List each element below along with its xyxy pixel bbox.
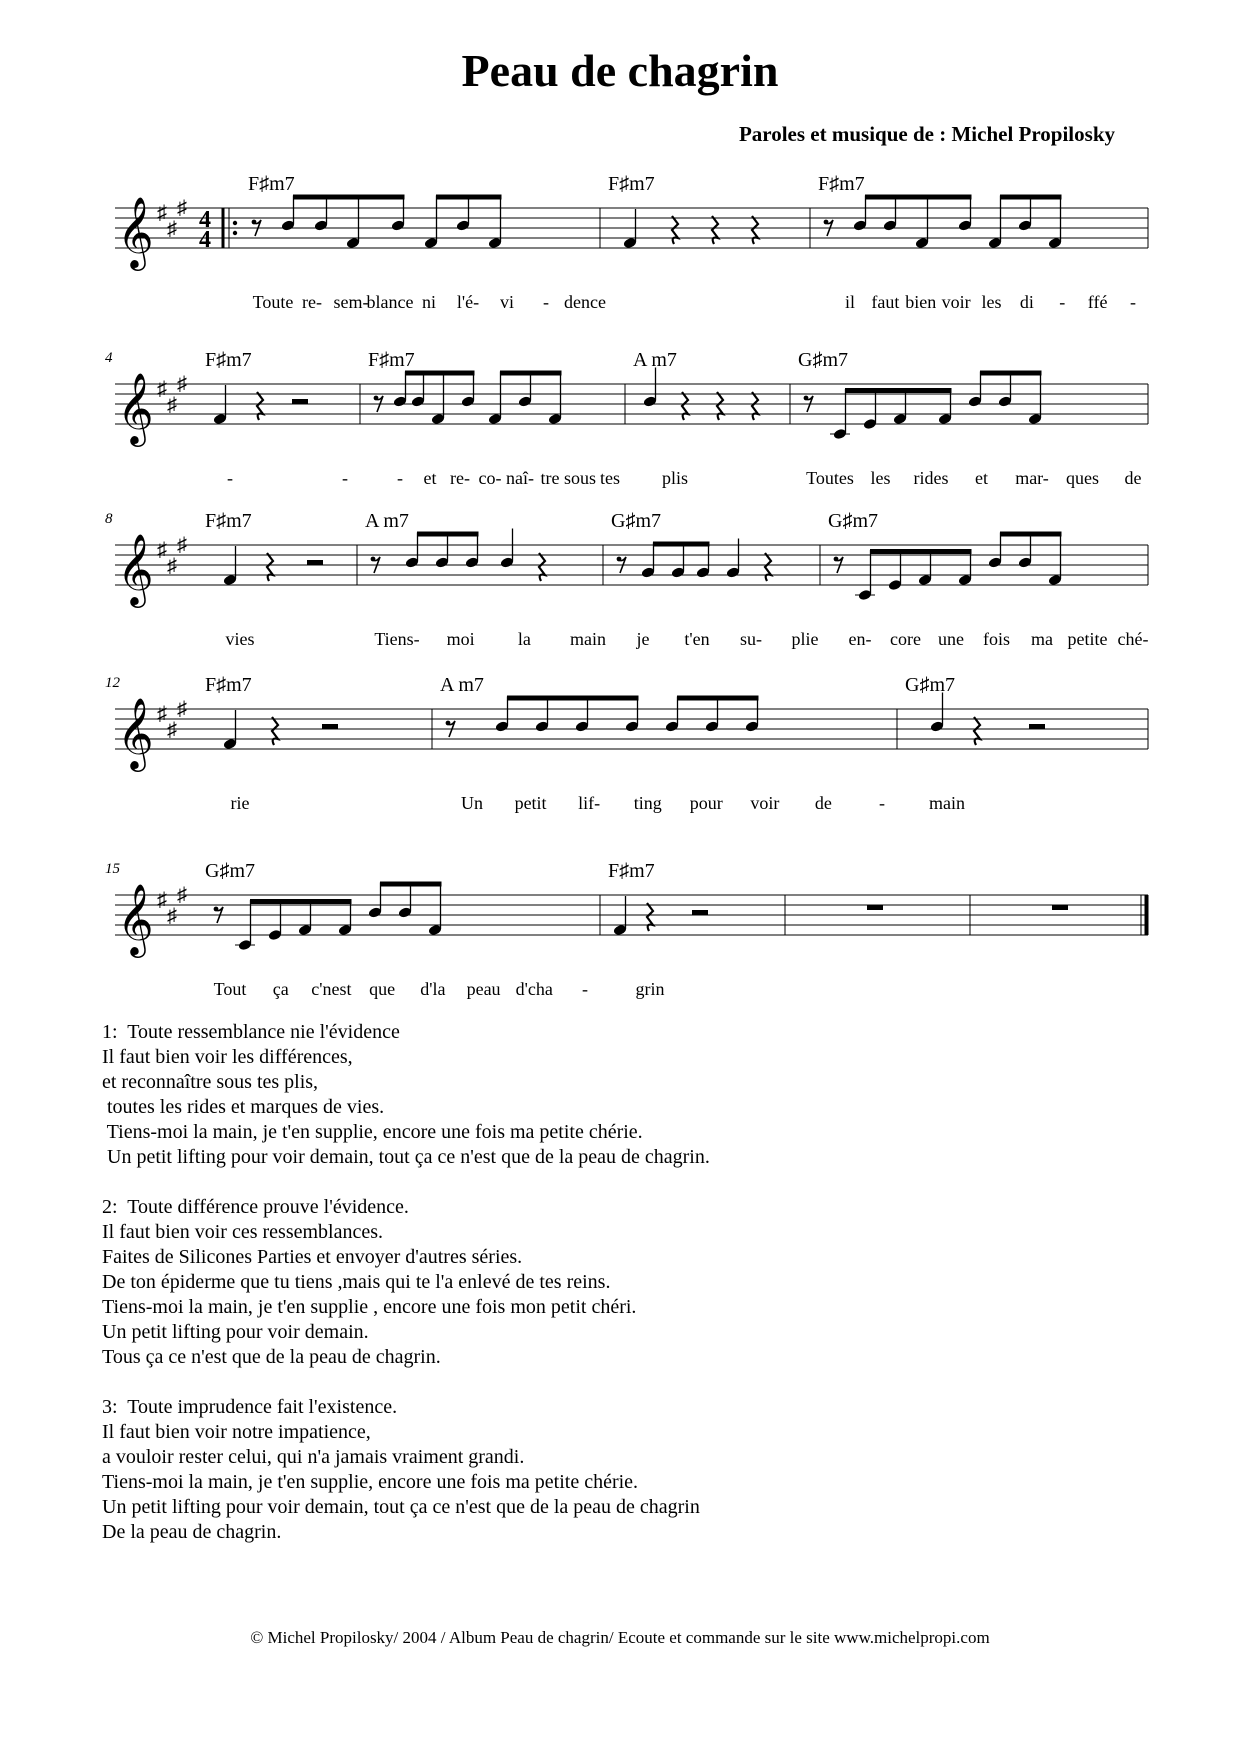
staff-2 bbox=[115, 368, 1148, 448]
beam bbox=[507, 696, 639, 701]
staff-5 bbox=[115, 882, 1148, 959]
staff-4 bbox=[115, 693, 1148, 773]
lyric-syllable: - bbox=[342, 468, 348, 488]
verse-line: et reconnaître sous tes plis, bbox=[102, 1071, 319, 1093]
lyric-syllable: Tout bbox=[213, 979, 247, 999]
eighth-rest-dot bbox=[617, 557, 622, 562]
beam bbox=[1000, 532, 1062, 537]
verse-line: Tiens-moi la main, je t'en supplie, encore une fois ma petite chérie. bbox=[102, 1121, 643, 1143]
verse-line: Un petit lifting pour voir demain, tout ça ce n'est que de la peau de chagrin. bbox=[102, 1146, 710, 1168]
quarter-rest bbox=[765, 553, 771, 581]
verse-line: toutes les rides et marques de vies. bbox=[102, 1096, 385, 1118]
half-rest bbox=[692, 910, 708, 915]
lyric-syllable: - bbox=[582, 979, 588, 999]
chord-symbol: G♯m7 bbox=[828, 510, 878, 532]
whole-rest bbox=[867, 905, 883, 910]
lyric-syllable: lif- bbox=[578, 793, 601, 813]
lyric-syllable: - bbox=[1059, 292, 1066, 312]
verse-line: Un petit lifting pour voir demain. bbox=[102, 1321, 369, 1343]
lyric-syllable: sem- bbox=[333, 292, 369, 312]
lyric-syllable: tre bbox=[540, 468, 560, 488]
lyric-syllable: ché- bbox=[1117, 629, 1149, 649]
beam bbox=[250, 899, 352, 904]
quarter-rest bbox=[712, 216, 718, 244]
lyric-syllable: vies bbox=[225, 629, 255, 649]
time-signature-bottom: 4 bbox=[199, 227, 211, 253]
lyric-syllable: d'la bbox=[420, 979, 446, 999]
lyric-syllable: moi bbox=[446, 629, 475, 649]
lyric-syllable: su- bbox=[740, 629, 762, 649]
beam bbox=[845, 388, 952, 393]
quarter-rest bbox=[717, 392, 723, 420]
sharp-sign: ♯ bbox=[177, 197, 187, 219]
half-rest bbox=[307, 560, 323, 565]
verse-line: 2: Toute différence prouve l'évidence. bbox=[102, 1196, 409, 1218]
verse-3 bbox=[102, 1395, 1142, 1545]
quarter-rest bbox=[752, 392, 758, 420]
lyric-syllable: d'cha bbox=[515, 979, 553, 999]
beam bbox=[500, 371, 562, 376]
quarter-rest bbox=[539, 553, 545, 581]
chord-symbol: A m7 bbox=[365, 510, 409, 532]
lyric-syllable: mar- bbox=[1015, 468, 1049, 488]
sharp-sign: ♯ bbox=[167, 394, 177, 416]
lyric-syllable: vi bbox=[499, 292, 515, 312]
treble-clef: 𝄞 bbox=[117, 199, 154, 267]
eighth-rest-dot bbox=[446, 721, 451, 726]
lyric-syllable: naî- bbox=[506, 468, 534, 488]
chord-symbol: F♯m7 bbox=[818, 173, 865, 195]
lyric-syllable: core bbox=[890, 629, 921, 649]
beam bbox=[865, 195, 972, 200]
treble-clef: 𝄞 bbox=[117, 886, 154, 954]
beam bbox=[417, 532, 479, 537]
lyric-syllable: - bbox=[1130, 292, 1136, 312]
chord-symbol: A m7 bbox=[440, 674, 484, 696]
measure-number: 15 bbox=[105, 861, 120, 877]
lyric-syllable: grin bbox=[635, 979, 665, 999]
lyric-syllable: Toute bbox=[252, 292, 294, 312]
verses bbox=[102, 1020, 1142, 1570]
sharp-sign: ♯ bbox=[157, 378, 167, 400]
quarter-rest bbox=[257, 392, 263, 420]
staff-3 bbox=[115, 529, 1148, 609]
verse-line: De ton épiderme que tu tiens ,mais qui te l'a enlevé de tes reins. bbox=[102, 1271, 611, 1293]
sharp-sign: ♯ bbox=[177, 534, 187, 556]
chord-symbol: F♯m7 bbox=[608, 173, 655, 195]
lyric-syllable: Tiens- bbox=[374, 629, 420, 649]
chord-symbol: G♯m7 bbox=[798, 349, 848, 371]
chord-symbol: G♯m7 bbox=[611, 510, 661, 532]
lyric-syllable: petit bbox=[514, 793, 547, 813]
lyric-syllable: blance bbox=[366, 292, 414, 312]
sharp-sign: ♯ bbox=[177, 884, 187, 906]
lyric-syllable: co- bbox=[478, 468, 502, 488]
quarter-rest bbox=[752, 216, 758, 244]
measure-number: 12 bbox=[105, 675, 120, 691]
author-credit: Paroles et musique de : Michel Propilosky bbox=[738, 122, 1115, 146]
lyric-syllable: plie bbox=[791, 629, 819, 649]
lyric-syllable: ni bbox=[421, 292, 437, 312]
lyric-syllable: dence bbox=[564, 292, 606, 312]
sharp-sign: ♯ bbox=[157, 703, 167, 725]
lyric-syllable: peau bbox=[466, 979, 501, 999]
lyric-syllable: voir bbox=[941, 292, 971, 312]
eighth-rest-dot bbox=[824, 220, 829, 225]
half-rest bbox=[1029, 724, 1045, 729]
chord-symbol: F♯m7 bbox=[205, 349, 252, 371]
lyric-syllable: plis bbox=[661, 468, 689, 488]
repeat-dot bbox=[233, 231, 237, 235]
lyric-syllable: tes bbox=[600, 468, 620, 488]
sharp-sign: ♯ bbox=[157, 889, 167, 911]
treble-clef: 𝄞 bbox=[117, 536, 154, 604]
copyright-footer: © Michel Propilosky/ 2004 / Album Peau de chagrin/ Ecoute et commande sur le site www.michelpropi.com bbox=[250, 1628, 990, 1647]
lyric-syllable: petite bbox=[1067, 629, 1108, 649]
lyric-syllable: ffé bbox=[1087, 292, 1108, 312]
lyric-syllable: Un bbox=[461, 793, 483, 813]
beam bbox=[870, 549, 972, 554]
lyric-syllable: pour bbox=[689, 793, 723, 813]
sharp-sign: ♯ bbox=[177, 698, 187, 720]
measure-number: 4 bbox=[105, 350, 113, 366]
quarter-rest bbox=[672, 216, 678, 244]
sharp-sign: ♯ bbox=[167, 719, 177, 741]
verse-line: Il faut bien voir notre impatience, bbox=[102, 1421, 371, 1443]
treble-clef: 𝄞 bbox=[117, 375, 154, 443]
beam bbox=[653, 542, 710, 547]
sharp-sign: ♯ bbox=[167, 218, 177, 240]
lyric-syllable: il bbox=[844, 292, 856, 312]
lyric-syllable: en- bbox=[848, 629, 872, 649]
quarter-rest bbox=[272, 717, 278, 745]
lyric-syllable: sous bbox=[563, 468, 597, 488]
chord-symbol: A m7 bbox=[633, 349, 677, 371]
verse-line: Il faut bien voir ces ressemblances. bbox=[102, 1221, 384, 1243]
lyric-syllable: faut bbox=[871, 292, 900, 312]
chord-symbol: F♯m7 bbox=[608, 860, 655, 882]
beam bbox=[1000, 195, 1062, 200]
verse-line: De la peau de chagrin. bbox=[102, 1521, 282, 1543]
eighth-rest-dot bbox=[371, 557, 376, 562]
lyric-syllable: - bbox=[227, 468, 233, 488]
eighth-rest-dot bbox=[834, 557, 839, 562]
quarter-rest bbox=[267, 553, 273, 581]
sharp-sign: ♯ bbox=[167, 555, 177, 577]
lyric-syllable: ma bbox=[1031, 629, 1053, 649]
lyric-syllable: que bbox=[369, 979, 396, 999]
lyric-syllable: de bbox=[1124, 468, 1142, 488]
lyric-syllable: ting bbox=[633, 793, 662, 813]
verse-line: Il faut bien voir les différences, bbox=[102, 1046, 353, 1068]
lyric-syllable: ça bbox=[272, 979, 289, 999]
lyric-syllable: bien bbox=[905, 292, 937, 312]
chord-symbol: F♯m7 bbox=[368, 349, 415, 371]
beam bbox=[677, 696, 759, 701]
beam bbox=[436, 195, 502, 200]
time-signature-top: 4 bbox=[199, 207, 211, 233]
lyric-syllable: - bbox=[543, 292, 549, 312]
chord-symbol: F♯m7 bbox=[248, 173, 295, 195]
chord-symbol: G♯m7 bbox=[205, 860, 255, 882]
whole-rest bbox=[1052, 905, 1068, 910]
beam bbox=[380, 882, 442, 887]
half-rest bbox=[322, 724, 338, 729]
staff-1 bbox=[115, 195, 1148, 272]
lyric-syllable: fois bbox=[983, 629, 1010, 649]
lyric-syllable: main bbox=[570, 629, 606, 649]
lyric-syllable: rie bbox=[230, 793, 250, 813]
lyric-syllable: je bbox=[636, 629, 650, 649]
verse-line: 1: Toute ressemblance nie l'évidence bbox=[102, 1021, 400, 1043]
verse-2 bbox=[102, 1195, 1142, 1370]
sharp-sign: ♯ bbox=[177, 373, 187, 395]
chord-symbol: G♯m7 bbox=[905, 674, 955, 696]
lyric-syllable: re- bbox=[302, 292, 322, 312]
repeat-dot bbox=[233, 221, 237, 225]
lyric-syllable: la bbox=[517, 629, 531, 649]
eighth-rest-dot bbox=[374, 396, 379, 401]
verse-line: a vouloir rester celui, qui n'a jamais vraiment grandi. bbox=[102, 1446, 525, 1468]
lyric-syllable: main bbox=[929, 793, 965, 813]
quarter-rest bbox=[974, 717, 980, 745]
eighth-rest-dot bbox=[804, 396, 809, 401]
sharp-sign: ♯ bbox=[157, 202, 167, 224]
verse-line: Tiens-moi la main, je t'en supplie, encore une fois ma petite chérie. bbox=[102, 1471, 639, 1493]
lyric-syllable: Toutes bbox=[806, 468, 854, 488]
lyric-syllable: - bbox=[879, 793, 885, 813]
verse-line: Faites de Silicones Parties et envoyer d'autres séries. bbox=[102, 1246, 523, 1268]
quarter-rest bbox=[682, 392, 688, 420]
eighth-rest-dot bbox=[252, 220, 257, 225]
beam bbox=[293, 195, 405, 200]
beam bbox=[405, 371, 475, 376]
lyric-syllable: t'en bbox=[684, 629, 710, 649]
song-title: Peau de chagrin bbox=[461, 45, 779, 96]
lyric-syllable: les bbox=[870, 468, 891, 488]
lyric-syllable: di bbox=[1019, 292, 1034, 312]
verse-line: Un petit lifting pour voir demain, tout ça ce n'est que de la peau de chagrin bbox=[102, 1496, 700, 1518]
lyric-syllable: une bbox=[938, 629, 964, 649]
chord-symbol: F♯m7 bbox=[205, 674, 252, 696]
measure-number: 8 bbox=[105, 511, 113, 527]
chord-symbol: F♯m7 bbox=[205, 510, 252, 532]
verse-line: 3: Toute imprudence fait l'existence. bbox=[102, 1396, 398, 1418]
verse-1 bbox=[102, 1020, 1142, 1170]
lyric-syllable: de bbox=[814, 793, 832, 813]
lyric-syllable: - bbox=[397, 468, 403, 488]
half-rest bbox=[292, 399, 308, 404]
lyric-syllable: et bbox=[975, 468, 988, 488]
lyric-syllable: les bbox=[981, 292, 1002, 312]
treble-clef: 𝄞 bbox=[117, 700, 154, 768]
verse-line: Tous ça ce n'est que de la peau de chagrin. bbox=[102, 1346, 441, 1368]
lyric-syllable: re- bbox=[450, 468, 470, 488]
quarter-rest bbox=[647, 903, 653, 931]
lyric-syllable: ques bbox=[1066, 468, 1099, 488]
lyric-syllable: et bbox=[423, 468, 437, 488]
lyric-syllable: c'nest bbox=[311, 979, 352, 999]
sharp-sign: ♯ bbox=[167, 905, 177, 927]
lyric-syllable: voir bbox=[750, 793, 780, 813]
beam bbox=[980, 371, 1042, 376]
lyric-syllable: l'é- bbox=[456, 292, 480, 312]
eighth-rest-dot bbox=[214, 907, 219, 912]
lyric-syllable: rides bbox=[913, 468, 949, 488]
verse-line: Tiens-moi la main, je t'en supplie , encore une fois mon petit chéri. bbox=[102, 1296, 637, 1318]
sharp-sign: ♯ bbox=[157, 539, 167, 561]
